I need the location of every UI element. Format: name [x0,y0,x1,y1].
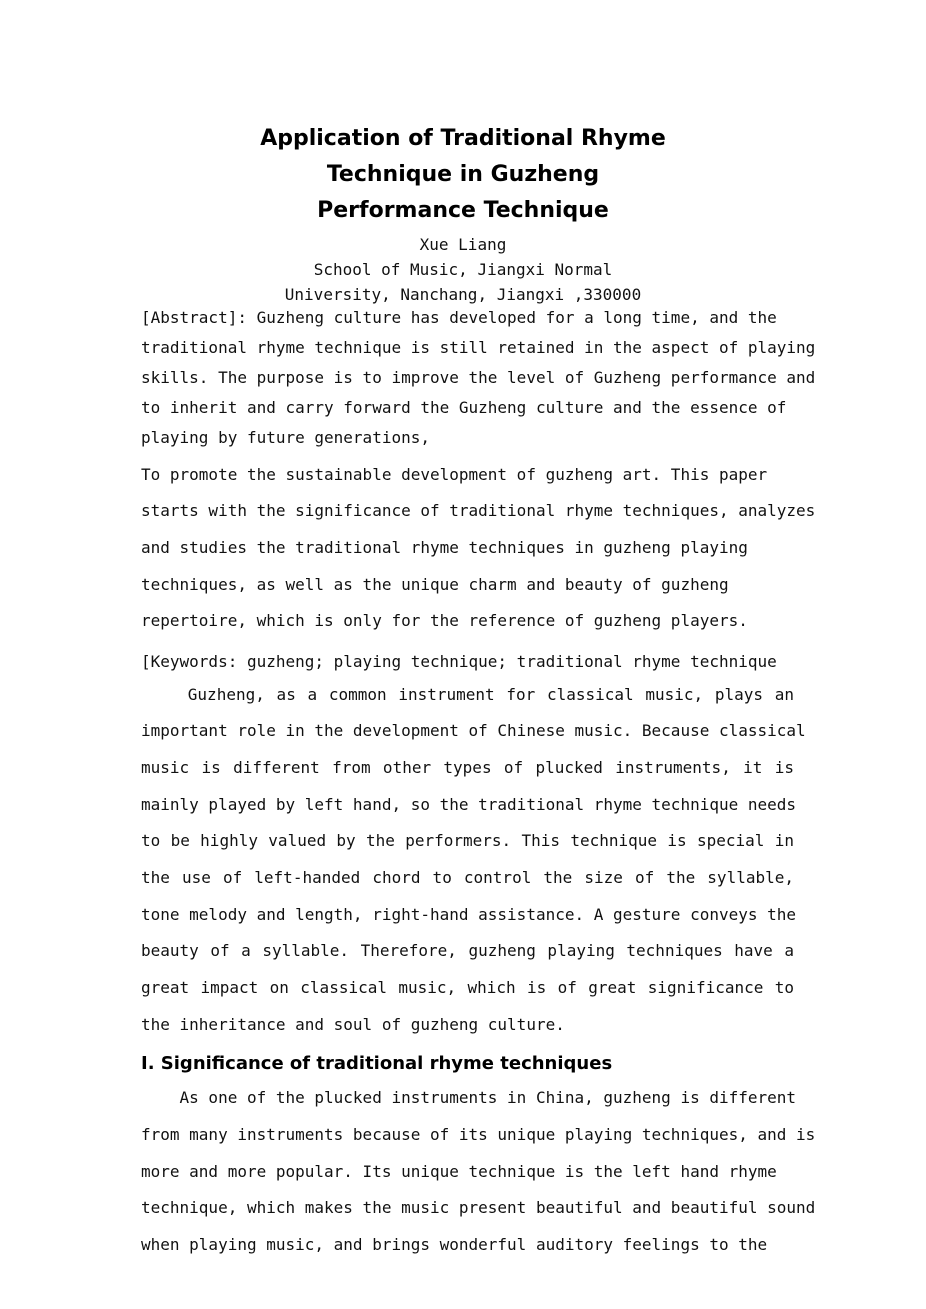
abstract-continuation-line: starts with the significance of traditional rhyme techniques, analyzes [141,501,816,520]
affiliation-line-2: University, Nanchang, Jiangxi ,330000 [284,285,642,304]
paper-title-line-3: Performance Technique [317,198,609,223]
paper-title-line-1: Application of Traditional Rhyme [260,126,666,151]
abstract-line: traditional rhyme technique is still retained in the aspect of playing [141,338,816,357]
paper-title-line-2: Technique in Guzheng [326,162,600,187]
author-name: Xue Liang [419,235,507,254]
section-body-line: when playing music, and brings wonderful auditory feelings to the [141,1235,768,1254]
abstract-continuation-line: repertoire, which is only for the reference of guzheng players. [141,611,748,630]
intro-line: the use of left-handed chord to control the size of the syllable, [141,868,794,887]
abstract-line: playing by future generations, [141,428,430,447]
intro-line: to be highly valued by the performers. This technique is special in [141,831,794,850]
intro-line: the inheritance and soul of guzheng culture. [141,1015,565,1034]
intro-line: important role in the development of Chinese music. Because classical [141,721,806,740]
abstract-line: skills. The purpose is to improve the level of Guzheng performance and [141,368,816,387]
abstract-continuation-line: techniques, as well as the unique charm and beauty of guzheng [141,575,729,594]
abstract-line: to inherit and carry forward the Guzheng culture and the essence of [141,398,787,417]
affiliation-line-1: School of Music, Jiangxi Normal [313,260,613,279]
abstract-continuation-line: To promote the sustainable development of guzheng art. This paper [141,465,768,484]
section-body-line: from many instruments because of its unique playing techniques, and is [141,1125,816,1144]
abstract-line: [Abstract]: Guzheng culture has developed for a long time, and the [141,308,777,327]
section-heading: I. Significance of traditional rhyme techniques [141,1053,613,1074]
intro-line: Guzheng, as a common instrument for classical music, plays an [141,685,794,704]
abstract-continuation-line: and studies the traditional rhyme techniques in guzheng playing [141,538,748,557]
keywords-line: [Keywords: guzheng; playing technique; traditional rhyme technique [141,652,777,671]
intro-line: mainly played by left hand, so the traditional rhyme technique needs [141,795,797,814]
intro-line: great impact on classical music, which is of great significance to [141,978,794,997]
intro-line: music is different from other types of plucked instruments, it is [141,758,794,777]
section-body-line: more and more popular. Its unique technique is the left hand rhyme [141,1162,777,1181]
section-body-line: technique, which makes the music present beautiful and beautiful sound [141,1198,816,1217]
intro-line: beauty of a syllable. Therefore, guzheng playing techniques have a [141,941,794,960]
section-body-line: As one of the plucked instruments in China, guzheng is different [141,1088,797,1107]
intro-line: tone melody and length, right-hand assistance. A gesture conveys the [141,905,797,924]
